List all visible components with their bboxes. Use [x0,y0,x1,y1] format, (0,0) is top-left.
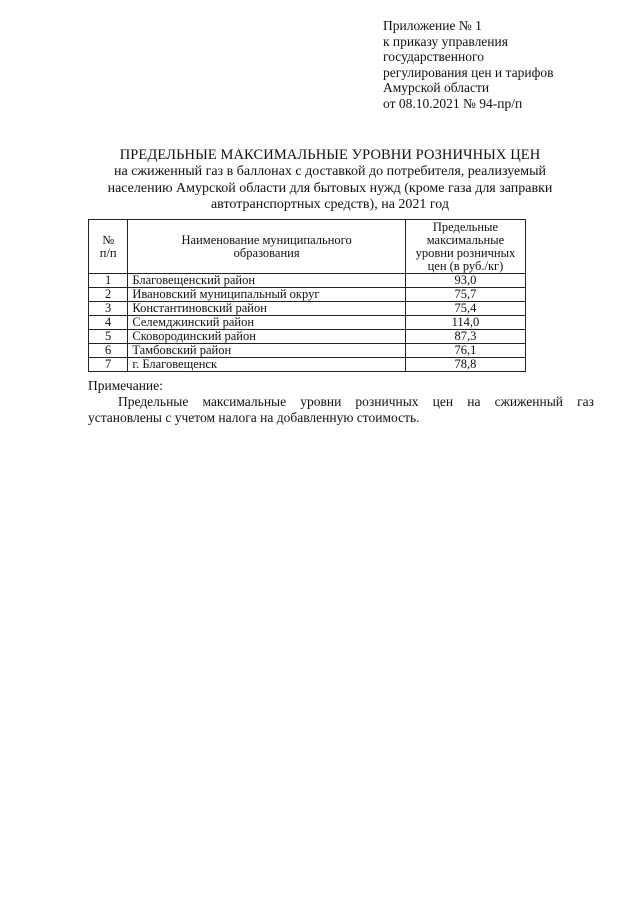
row-municipality: Ивановский муниципальный округ [128,288,406,302]
row-municipality: Благовещенский район [128,274,406,288]
title-sub-line: населению Амурской области для бытовых нужд (кроме газа для заправки [107,180,553,196]
appendix-line: Приложение № 1 [383,18,482,33]
row-number: 4 [89,316,128,330]
row-municipality: г. Благовещенск [128,358,406,372]
title-sub-line: на сжиженный газ в баллонах с доставкой до потребителя, реализуемый [113,164,547,179]
row-price: 93,0 [405,274,525,288]
note-section [88,378,594,426]
table-row [89,288,526,302]
title-main: ПРЕДЕЛЬНЫЕ МАКСИМАЛЬНЫЕ УРОВНИ РОЗНИЧНЫХ ЦЕН [119,147,541,163]
row-municipality: Сковородинский район [128,330,406,344]
row-price: 78,8 [405,358,525,372]
header-number: № п/п [89,220,128,274]
row-number: 3 [89,302,128,316]
note-heading: Примечание: [88,378,163,393]
appendix-line: от 08.10.2021 № 94-пр/п [383,95,523,111]
table-row [89,330,526,344]
header-price: Предельные максимальные уровни розничных цен (в руб./кг) [405,220,525,274]
row-number: 2 [89,288,128,302]
price-table [88,219,526,372]
row-price: 87,3 [405,330,525,344]
row-municipality: Селемджинский район [128,316,406,330]
table-row [89,302,526,316]
title-sub-line: автотранспортных средств), на 2021 год [210,197,450,212]
row-number: 1 [89,274,128,288]
appendix-line: Амурской области [383,80,490,95]
table-header-row [89,220,526,274]
note-body: Предельные максимальные уровни розничных цен на сжиженный газ установлены с учетом налога на добавленную стоимость. [88,394,594,425]
header-municipality: Наименование муниципального образования [128,220,406,274]
row-municipality: Константиновский район [128,302,406,316]
row-municipality: Тамбовский район [128,344,406,358]
row-price: 75,4 [405,302,525,316]
row-price: 114,0 [405,316,525,330]
document-title [70,147,590,214]
row-number: 6 [89,344,128,358]
appendix-line: государственного [383,49,484,64]
appendix-line: к приказу управления [383,33,508,49]
appendix-reference [383,18,623,111]
row-number: 7 [89,358,128,372]
table-row [89,274,526,288]
row-number: 5 [89,330,128,344]
row-price: 76,1 [405,344,525,358]
table-row [89,344,526,358]
row-price: 75,7 [405,288,525,302]
table-row [89,358,526,372]
table-row [89,316,526,330]
appendix-line: регулирования цен и тарифов [383,64,554,80]
